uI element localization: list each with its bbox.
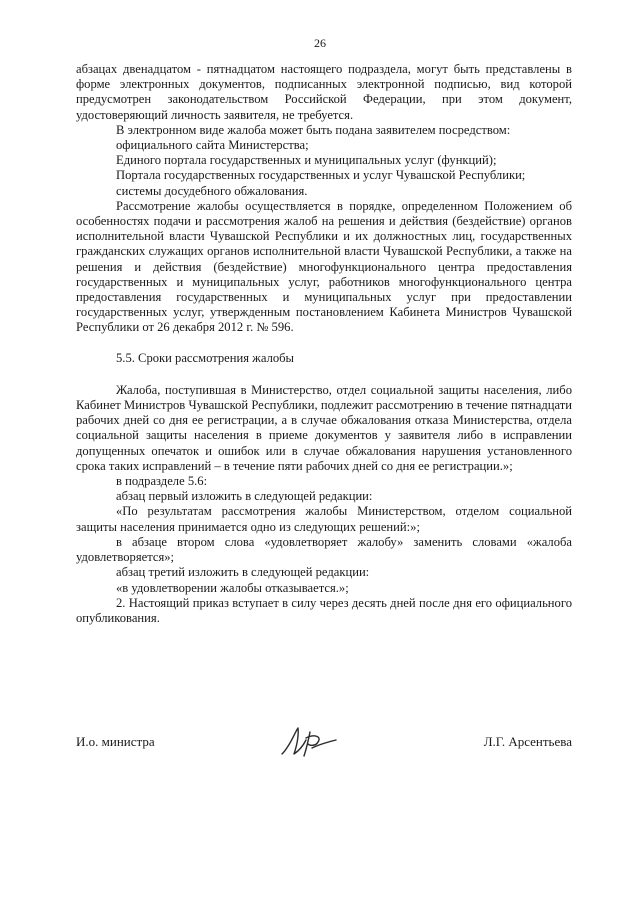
document-body xyxy=(76,62,572,626)
paragraph-intro: абзацах двенадцатом - пятнадцатом настоящего подраздела, могут быть представлены в форме электронных документов, подписанных электронной подписью, вид которой предусмотрен законодательством Российской Федерации, при этом документ, удостоверяющий личность заявителя, не требуется. xyxy=(76,62,572,122)
section-heading: 5.5. Сроки рассмотрения жалобы xyxy=(116,350,295,365)
paragraph-second-clause: в абзаце втором слова «удовлетворяет жалобу» заменить словами «жалоба удовлетворяется»; xyxy=(76,534,572,565)
signature-block xyxy=(76,724,572,764)
paragraph-first-clause: абзац первый изложить в следующей редакции: xyxy=(116,489,373,504)
paragraph-review-terms: Жалоба, поступившая в Министерство, отдел социальной защиты населения, либо Кабинет Министров Чувашской Республики, подлежит рассмотрению в течение пятнадцати рабочих дней со дня ее регистрации, а в случае обжалования отказа Министерства, отдела социальной защиты населения в приеме документов у заявителя либо в исправлении допущенных опечаток и ошибок или в случае обжалования нарушения установленного срока таких исправлений – в течение пяти рабочих дней со дня ее регистрации.»; xyxy=(76,382,572,473)
signatory-position: И.о. министра xyxy=(76,734,155,749)
paragraph-first-clause-text: «По результатам рассмотрения жалобы Министерством, отделом социальной защиты населения принимается одно из следующих решений:»; xyxy=(76,504,572,534)
page-number: 26 xyxy=(314,36,326,50)
paragraph-subsection-5-6: в подразделе 5.6: xyxy=(116,474,208,489)
paragraph-third-clause-text: «в удовлетворении жалобы отказывается.»; xyxy=(116,580,349,595)
list-item-unified-portal: Единого портала государственных и муниципальных услуг (функций); xyxy=(116,153,497,168)
paragraph-electronic-submission: В электронном виде жалоба может быть подана заявителем посредством: xyxy=(116,122,511,137)
list-item-official-site: официального сайта Министерства; xyxy=(116,138,309,153)
paragraph-review-procedure: Рассмотрение жалобы осуществляется в порядке, определенном Положением об особенностях подачи и рассмотрения жалоб на решения и действия (бездействие) органов исполнительной власти Чувашской Республики и их должностных лиц, государственных гражданских служащих органов исполнительной власти Чувашской Республики, а также на решения и действия (бездействие) многофункционального центра предоставления государственных и муниципальных услуг, работников многофункционального центра предоставления государственных и муниципальных услуг при предоставлении государственных услуг, утвержденным постановлением Кабинета Министров Чувашской Республики от 26 декабря 2012 г. № 596. xyxy=(76,198,572,335)
signatory-name: Л.Г. Арсентьева xyxy=(483,734,572,749)
list-item-chuvash-portal: Портала государственных государственных и услуг Чувашской Республики; xyxy=(116,168,526,183)
paragraph-third-clause: абзац третий изложить в следующей редакции: xyxy=(116,565,370,580)
handwritten-signature-icon xyxy=(276,724,340,760)
list-item-pretrial-system: системы досудебного обжалования. xyxy=(116,183,308,198)
paragraph-effective-date: 2. Настоящий приказ вступает в силу через десять дней после дня его официального опубликования. xyxy=(76,595,572,625)
